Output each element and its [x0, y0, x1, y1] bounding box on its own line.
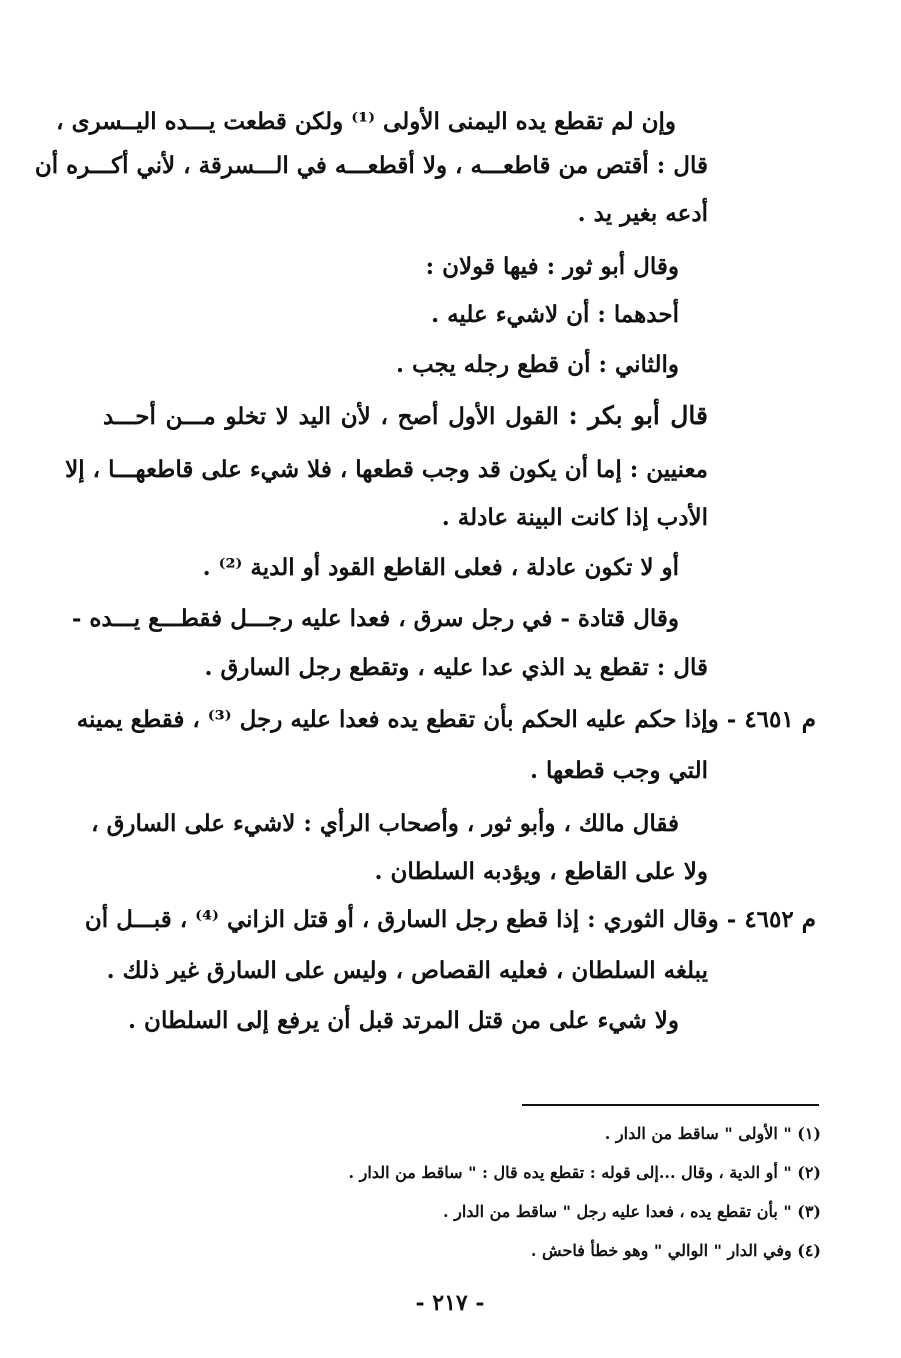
footnote-3: (٣) " بأن تقطع يده ، فعدا عليه رجل " ساقط من الدار . [442, 1202, 821, 1221]
footnote-1: (١) " الأولى " ساقط من الدار . [604, 1124, 821, 1143]
text-line-15: فقال مالك ، وأبو ثور ، وأصحاب الرأي : لاشيء على السارق ، [91, 810, 679, 837]
text-line-4: وقال أبو ثور : فيها قولان : [425, 253, 679, 280]
abu-bakr-lead: قال أبو بكر : [568, 401, 708, 430]
text-line-8: معنيين : إما أن يكون قد وجب قطعها ، فلا شيء على قاطعهـــا ، إلا [65, 456, 708, 483]
text-line-6: والثاني : أن قطع رجله يجب . [395, 351, 679, 378]
page-number: - ٢١٧ - [415, 1290, 485, 1316]
text-line-14: التي وجب قطعها . [529, 757, 708, 784]
text-line-10: أو لا تكون عادلة ، فعلى القاطع القود أو الدية ⁽²⁾ . [202, 554, 679, 581]
text-line-7 [103, 401, 708, 432]
text-line-1: وإن لم تقطع يده اليمنى الأولى ⁽¹⁾ ولكن قطعت يـــده اليــسرى ، [56, 108, 676, 135]
text-line-7-body: القول الأول أصح ، لأن اليد لا تخلو مـــن أحـــد [103, 403, 559, 430]
footnote-2: (٢) " أو الدية ، وقال ...إلى قوله : تقطع يده قال : " ساقط من الدار . [348, 1163, 821, 1182]
masala-4652-line: م ٤٦٥٢ - وقال الثوري : إذا قطع رجل السارق ، أو قتل الزاني ⁽⁴⁾ ، قبـــل أن [84, 906, 816, 933]
text-line-2: قال : أقتص من قاطعـــه ، ولا أقطعـــه في الـــسرقة ، لأني أكـــره أن [34, 152, 708, 179]
text-line-11: وقال قتادة - في رجل سرق ، فعدا عليه رجـــل فقطـــع يـــده - [71, 605, 679, 632]
footnote-divider [522, 1104, 819, 1106]
text-line-9: الأدب إذا كانت البينة عادلة . [441, 504, 708, 531]
text-line-12: قال : تقطع يد الذي عدا عليه ، وتقطع رجل السارق . [204, 654, 708, 681]
text-line-5: أحدهما : أن لاشيء عليه . [431, 301, 679, 328]
text-line-18: يبلغه السلطان ، فعليه القصاص ، وليس على السارق غير ذلك . [106, 957, 708, 984]
text-line-3: أدعه بغير يد . [577, 200, 708, 227]
masala-4651-line: م ٤٦٥١ - وإذا حكم عليه الحكم بأن تقطع يده فعدا عليه رجل ⁽³⁾ ، فقطع يمينه [76, 706, 816, 733]
text-line-19: ولا شيء على من قتل المرتد قبل أن يرفع إلى السلطان . [128, 1007, 679, 1034]
text-line-16: ولا على القاطع ، ويؤدبه السلطان . [374, 858, 708, 885]
footnote-4: (٤) وفي الدار " الوالي " وهو خطأ فاحش . [530, 1241, 821, 1260]
